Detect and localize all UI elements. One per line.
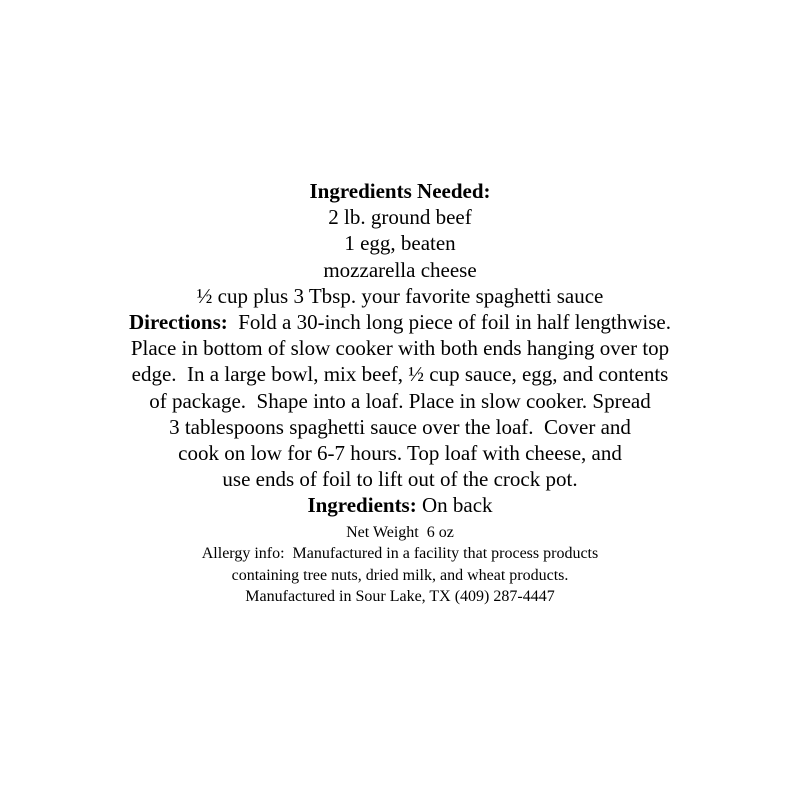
directions-line: Place in bottom of slow cooker with both ends hanging over top [130,336,670,361]
ingredient-item: ½ cup plus 3 Tbsp. your favorite spaghetti sauce [196,283,604,308]
allergy-info: containing tree nuts, dried milk, and wheat products. [231,566,569,584]
directions-line: use ends of foil to lift out of the crock pot. [222,467,578,492]
ingredients-line [0,492,800,518]
directions-line: cook on low for 6-7 hours. Top loaf with cheese, and [178,441,622,466]
manufacturer-info: Manufactured in Sour Lake, TX (409) 287-4447 [245,588,555,606]
recipe-label [0,178,800,608]
ingredients-heading: Ingredients: [307,493,417,518]
ingredients-needed-heading: Ingredients Needed: [309,179,491,203]
directions-first-line [0,309,800,335]
ingredient-item: mozzarella cheese [323,257,477,282]
directions-line: 3 tablespoons spaghetti sauce over the loaf. Cover and [169,414,631,439]
directions-line: edge. In a large bowl, mix beef, ½ cup sauce, egg, and contents [131,362,669,387]
directions-line: of package. Shape into a loaf. Place in slow cooker. Spread [149,388,651,413]
ingredients-value: On back [421,493,493,518]
net-weight: Net Weight 6 oz [346,523,454,541]
directions-heading: Directions: [128,310,228,335]
ingredient-item: 1 egg, beaten [344,231,456,256]
ingredient-item: 2 lb. ground beef [328,205,472,230]
allergy-info: Allergy info: Manufactured in a facility that process products [201,545,599,563]
directions-text: Fold a 30-inch long piece of foil in half lengthwise. [238,310,671,335]
